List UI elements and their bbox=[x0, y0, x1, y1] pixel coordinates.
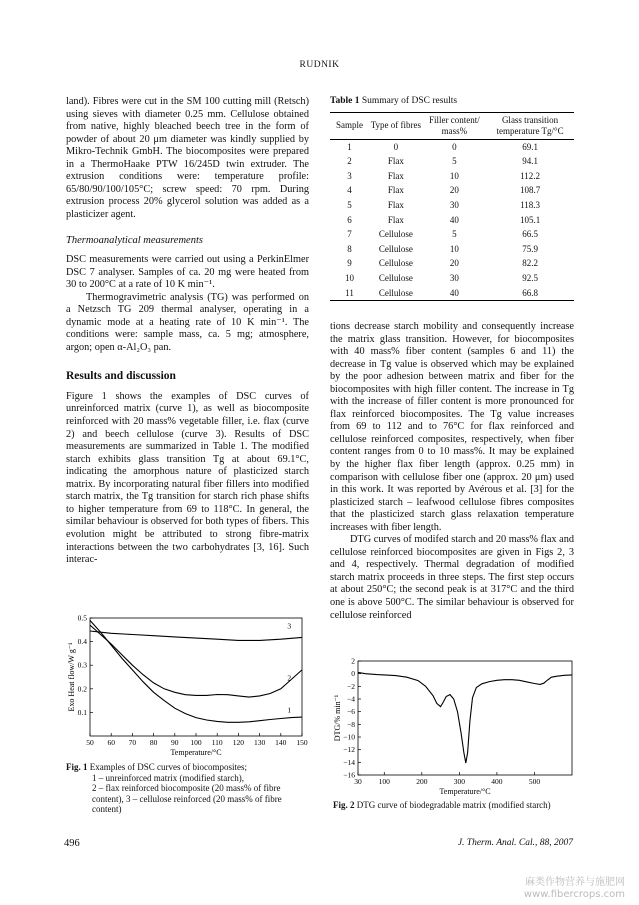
y-tick-label: −10 bbox=[343, 732, 355, 742]
table-cell: 5 bbox=[452, 229, 457, 240]
y-tick-label: 0.4 bbox=[77, 637, 87, 647]
x-axis-label: Temperature/°C bbox=[439, 787, 491, 796]
page-number: 496 bbox=[64, 838, 80, 849]
table-cell: 8 bbox=[347, 243, 352, 254]
watermark-line1: 麻类作物营养与施肥网 bbox=[525, 877, 625, 888]
y-tick-label: 2 bbox=[351, 656, 355, 666]
right-column bbox=[330, 321, 574, 622]
watermark-line2: www.fibercrops.com bbox=[523, 889, 625, 900]
table-cell: 5 bbox=[452, 156, 457, 167]
table-header: Sample bbox=[330, 112, 369, 139]
table-cell: 11 bbox=[330, 286, 369, 301]
table-header: Glass transition temperature Tg/°C bbox=[486, 112, 574, 139]
table-cell: 10 bbox=[449, 170, 459, 181]
table-header: Filler content/ mass% bbox=[423, 112, 486, 139]
table-cell: 20 bbox=[449, 185, 459, 196]
series-line-3 bbox=[90, 631, 302, 640]
fig1-caption bbox=[66, 762, 309, 815]
series-line-1 bbox=[90, 620, 302, 722]
table-cell: 9 bbox=[347, 258, 352, 269]
table-cell: 1 bbox=[347, 141, 352, 152]
y-tick-label: 0.5 bbox=[77, 613, 87, 623]
table-row bbox=[330, 242, 574, 257]
table-row bbox=[330, 213, 574, 228]
table-cell: 3 bbox=[347, 170, 352, 181]
x-tick-label: 130 bbox=[253, 738, 266, 747]
table-cell: 2 bbox=[347, 156, 352, 167]
table-cell: Cellulose bbox=[378, 258, 413, 269]
y-axis-label: Exo Heat flow/W g⁻¹ bbox=[67, 642, 76, 712]
table-cell: 82.2 bbox=[522, 258, 538, 269]
table-1 bbox=[330, 96, 574, 301]
x-tick-label: 120 bbox=[232, 738, 245, 747]
y-tick-label: −12 bbox=[343, 745, 355, 755]
table-cell: Flax bbox=[387, 156, 404, 167]
x-tick-label: 140 bbox=[275, 738, 287, 747]
table-cell: 4 bbox=[347, 185, 352, 196]
table-cell: 66.8 bbox=[486, 286, 574, 301]
table-cell: Cellulose bbox=[378, 243, 413, 254]
table-cell: 30 bbox=[449, 272, 459, 283]
y-tick-label: 0.1 bbox=[77, 707, 87, 717]
x-tick-label: 30 bbox=[354, 777, 362, 786]
table-row bbox=[330, 198, 574, 213]
table-caption-label: Table 1 bbox=[330, 96, 360, 106]
fig1-chart bbox=[62, 612, 312, 762]
x-tick-label: 100 bbox=[378, 777, 390, 786]
table-row bbox=[330, 154, 574, 169]
y-tick-label: −6 bbox=[347, 707, 355, 717]
fig2-caption bbox=[333, 800, 583, 811]
table-cell: Cellulose bbox=[378, 272, 413, 283]
paragraph-results: Figure 1 shows the examples of DSC curves of unreinforced matrix (curve 1), as well as biocomposite reinforced with 20 mass% vegetable filler, i.e. flax (curve 2) and beech cellulose (curve 3). Results of DSC measurements are summarized in Table 1. The modified starch exhibits glass transition Tg at about 69.1°C, indicating the amorphous nature of plasticized starch matrix. By incorporating natural fiber fillers into modified starch matrix, the Tg transition for starch rich phase shifts to higher temperature from 69 to 118°C. In general, the similar behaviour is observed for both types of fibers. This evolution might be attributed to strong fibre-matrix interactions between the two carbohydrates [3, 16]. Such interac- bbox=[66, 390, 309, 566]
table-cell: 10 bbox=[345, 272, 355, 283]
series-line-2 bbox=[90, 625, 302, 697]
table-caption-text: Summary of DSC results bbox=[359, 96, 458, 106]
fig1-caption-line2: 1 – unreinforced matrix (modified starch), bbox=[92, 772, 244, 783]
table-row bbox=[330, 183, 574, 198]
heading-results: Results and discussion bbox=[66, 370, 176, 383]
table-row bbox=[330, 169, 574, 184]
table-row bbox=[330, 256, 574, 271]
x-tick-label: 80 bbox=[149, 738, 158, 747]
y-tick-label: −8 bbox=[347, 719, 355, 729]
table-cell: Flax bbox=[387, 214, 404, 225]
table-row bbox=[330, 227, 574, 242]
x-tick-label: 150 bbox=[296, 738, 308, 747]
y-tick-label: 0 bbox=[351, 669, 355, 679]
watermark bbox=[524, 877, 625, 901]
fig2-chart bbox=[330, 655, 580, 797]
table-cell: Cellulose bbox=[369, 286, 423, 301]
subheading-thermoanalytical: Thermoanalytical measurements bbox=[66, 235, 203, 247]
fig1-caption-label: Fig. 1 bbox=[66, 762, 88, 772]
x-axis-label: Temperature/°C bbox=[170, 748, 222, 757]
x-tick-label: 500 bbox=[528, 777, 541, 786]
x-tick-label: 300 bbox=[453, 777, 465, 786]
x-tick-label: 50 bbox=[86, 738, 94, 747]
dsc-table bbox=[330, 112, 574, 302]
table-cell: 66.5 bbox=[522, 229, 538, 240]
paragraph-dtg: DTG curves of modifed starch and 20 mass% flax and cellulose reinforced biocomposites are given in Figs 2, 3 and 4, respectively. Thermal degradation of modified starch matrix proceeds in three steps. The first step occurs at about 250°C; the second peak is at 317°C and the third one is above 500°C. The similar behaviour is observed for cellulose reinforced bbox=[330, 534, 574, 621]
figure-1 bbox=[62, 612, 312, 762]
table-row bbox=[330, 139, 574, 154]
fig2-caption-text: DTG curve of biodegradable matrix (modified starch) bbox=[354, 800, 551, 810]
curve-label: 2 bbox=[287, 673, 292, 683]
series-line-1 bbox=[358, 672, 572, 763]
left-column bbox=[66, 96, 309, 567]
paragraph-tg-discussion: tions decrease starch mobility and consequently increase the matrix glass transition. However, for biocomposites with 40 mass% fiber content (samples 6 and 11) the decrease in Tg value is observed which may be explained by the poor adhesion between matrix and fiber for the biocomposites with high filler content. The increase in Tg with the increase of filler content is more pronounced for flax reinforced biocomposites. The Tg value increases from 69 to 112 and to 76°C for flax reinforced and cellulose reinforced composites, respectively, when fiber content ranges from 0 to 10 mass%. It may be explained by the higher flax fiber length (approx. 0.25 mm) in comparison with cellulose fiber one (approx. 20 μm) used in this work. It was reported by Avérous et al. [3] for the plasticized starch – leafwood cellulose fibres composites that the plasticized starch glass relaxation temperature increases with fiber length. bbox=[330, 321, 574, 533]
journal-citation: J. Therm. Anal. Cal., 88, 2007 bbox=[457, 838, 573, 848]
table-cell: 10 bbox=[449, 243, 459, 254]
table-cell: 6 bbox=[347, 214, 352, 225]
table-cell: 69.1 bbox=[522, 141, 538, 152]
x-tick-label: 90 bbox=[171, 738, 179, 747]
y-tick-label: −16 bbox=[343, 770, 355, 780]
paragraph-dsc: DSC measurements were carried out using a PerkinElmer DSC 7 analyser. Samples of ca. 20 mg were heated from 30 to 200°C at a rate of 10 K min⁻¹. bbox=[66, 254, 309, 291]
table-cell: Flax bbox=[387, 185, 404, 196]
table-caption bbox=[330, 96, 574, 107]
table-row bbox=[330, 271, 574, 286]
x-tick-label: 200 bbox=[416, 777, 428, 786]
table-cell: Cellulose bbox=[378, 229, 413, 240]
table-cell: Flax bbox=[387, 170, 404, 181]
y-tick-label: −2 bbox=[347, 681, 355, 691]
table-cell: 75.9 bbox=[522, 243, 538, 254]
table-cell: 40 bbox=[423, 286, 486, 301]
fig1-caption-line3: 2 – flax reinforced biocomposite (20 mass% of fibre content), 3 – cellulose reinforced (20 mass% of fibre content) bbox=[92, 783, 282, 815]
x-tick-label: 70 bbox=[128, 738, 137, 747]
paragraph-tg: Thermogravimetric analysis (TG) was performed on a Netzsch TG 209 thermal analyser, operating in a dynamic mode at a heating rate of 10 K min⁻¹. The conditions were: sample mass, ca. 5 mg; atmosphere, argon; open α-Al₂O₃ pan. bbox=[66, 291, 309, 353]
table-cell: 92.5 bbox=[522, 272, 538, 283]
paragraph-materials: land). Fibres were cut in the SM 100 cutting mill (Retsch) using sieves with diameter 0.25 mm. Cellulose obtained from native, highly bleached beech tree in the form of powder of about 20 μm diameter was kindly supplied by Mikro-Technik GmbH. The biocomposites were prepared in a ThermoHaake PTW 16/245D twin extruder. The extrusion conditions were: temperature profile: 65/80/90/100/105°C; screw speed: 70 rpm. During extrusion process 20% glycerol solution was added as a plasticizer agent. bbox=[66, 96, 309, 220]
table-cell: 112.2 bbox=[520, 170, 541, 181]
table-cell: 7 bbox=[347, 229, 352, 240]
table-header: Type of fibres bbox=[369, 112, 423, 139]
curve-label: 1 bbox=[287, 705, 292, 715]
table-cell: 20 bbox=[449, 258, 459, 269]
y-tick-label: −4 bbox=[347, 694, 355, 704]
fig1-caption-text: Examples of DSC curves of biocomposites; bbox=[87, 762, 247, 772]
fig2-caption-label: Fig. 2 bbox=[333, 800, 355, 810]
table-cell: 5 bbox=[347, 199, 352, 210]
table-row bbox=[330, 286, 574, 301]
table-cell: 40 bbox=[449, 214, 459, 225]
x-tick-label: 60 bbox=[107, 738, 115, 747]
table-cell: Flax bbox=[387, 199, 404, 210]
table-cell: 30 bbox=[449, 199, 459, 210]
x-tick-label: 400 bbox=[491, 777, 503, 786]
figure-2 bbox=[330, 655, 580, 797]
y-axis-label: DTG/% min⁻¹ bbox=[333, 694, 342, 742]
y-tick-label: 0.3 bbox=[77, 660, 87, 670]
x-tick-label: 110 bbox=[211, 738, 223, 747]
x-tick-label: 100 bbox=[190, 738, 202, 747]
table-cell: 118.3 bbox=[520, 199, 541, 210]
y-tick-label: −14 bbox=[343, 757, 355, 767]
table-cell: 105.1 bbox=[519, 214, 541, 225]
table-cell: 0 bbox=[452, 141, 457, 152]
curve-label: 3 bbox=[287, 621, 292, 631]
table-cell: 108.7 bbox=[519, 185, 541, 196]
table-cell: 94.1 bbox=[522, 156, 538, 167]
y-tick-label: 0.2 bbox=[77, 684, 87, 694]
table-cell: 0 bbox=[393, 141, 399, 152]
plot-frame bbox=[90, 618, 302, 736]
running-head: RUDNIK bbox=[299, 60, 340, 70]
